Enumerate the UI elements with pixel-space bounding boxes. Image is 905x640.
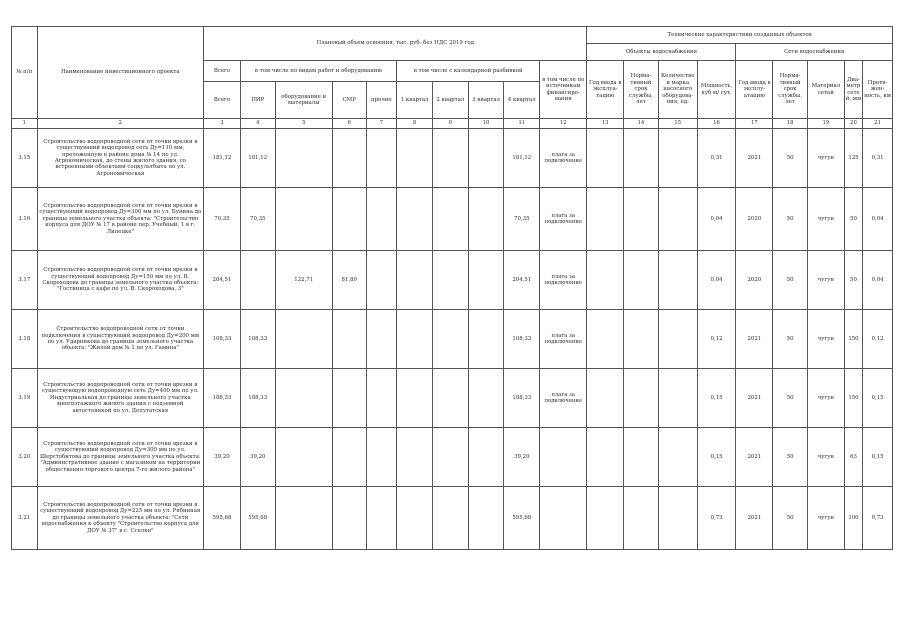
network-service-life: 50 (773, 129, 808, 188)
network-year: 2020 (736, 251, 773, 310)
q4-value: 204,51 (504, 251, 540, 310)
network-year: 2021 (736, 310, 773, 369)
network-year: 2021 (736, 129, 773, 188)
q1-value (397, 310, 433, 369)
network-material: чугун (807, 251, 844, 310)
object-pumps (658, 310, 697, 369)
q1-value (397, 129, 433, 188)
network-service-life: 50 (773, 428, 808, 487)
capacity-value: 0,04 (697, 188, 736, 251)
object-service-life (624, 188, 659, 251)
column-numbers-row (12, 119, 893, 129)
network-length: 0,15 (863, 369, 893, 428)
total-value: 188,33 (204, 369, 241, 428)
document-page (11, 26, 893, 550)
row-number: 3.20 (12, 428, 38, 487)
network-material: чугун (807, 188, 844, 251)
table-row (12, 188, 893, 251)
header-by-quarters: в том числе с календарной разбивкой (397, 61, 540, 82)
capacity-value: 0,12 (697, 310, 736, 369)
q3-value (468, 487, 504, 550)
equipment-value (275, 129, 332, 188)
object-year (587, 487, 624, 550)
object-service-life (624, 428, 659, 487)
smr-value (332, 310, 366, 369)
network-diameter: 63 (844, 428, 862, 487)
pir-value (240, 251, 275, 310)
network-service-life: 50 (773, 310, 808, 369)
row-number: 3.21 (12, 487, 38, 550)
column-number: 18 (773, 119, 808, 129)
capacity-value: 0,15 (697, 428, 736, 487)
total-value: 181,12 (204, 129, 241, 188)
header-net-material: Материал сетей (807, 61, 844, 119)
project-name: Строительство водопроводной сети от точки врезки в существующий водопровод сеть Ду=110 мм, проложенную в районе дома № 14 по ул. Агрономическая, до стены жилого здания, со встроенными объектами соцкультбыта по ул. Агрономическая (37, 129, 204, 188)
object-year (587, 428, 624, 487)
project-name: Строительство водопроводной сети от точки врезки в существующий водопровод Ду=225 мм по ул. Рябинная до границы земельного участка объекта: "Сети водоснабжения к объекту "Строительство корпуса для ДОУ № 37" в с. Сселки" (37, 487, 204, 550)
column-number: 7 (366, 119, 397, 129)
header-obj-pumps: Количество и марка насосного оборудова-ния, ед. (658, 61, 697, 119)
pir-value: 70,35 (240, 188, 275, 251)
other-value (366, 251, 397, 310)
header-total: Всего (204, 82, 241, 119)
q4-value: 181,12 (504, 129, 540, 188)
smr-value: 81,80 (332, 251, 366, 310)
object-service-life (624, 369, 659, 428)
q4-value: 39,20 (504, 428, 540, 487)
network-length: 0,73 (863, 487, 893, 550)
network-diameter: 50 (844, 188, 862, 251)
q2-value (432, 129, 468, 188)
q1-value (397, 428, 433, 487)
total-value: 108,33 (204, 310, 241, 369)
table-row (12, 251, 893, 310)
row-number: 3.16 (12, 188, 38, 251)
column-number: 3 (204, 119, 241, 129)
table-row (12, 428, 893, 487)
other-value (366, 369, 397, 428)
object-pumps (658, 251, 697, 310)
object-year (587, 251, 624, 310)
smr-value (332, 129, 366, 188)
object-pumps (658, 428, 697, 487)
network-service-life: 50 (773, 188, 808, 251)
network-diameter: 100 (844, 487, 862, 550)
pir-value: 188,33 (240, 369, 275, 428)
q2-value (432, 310, 468, 369)
object-year (587, 310, 624, 369)
object-pumps (658, 369, 697, 428)
funding-source: плата за подключение (540, 251, 587, 310)
equipment-value (275, 428, 332, 487)
column-number: 20 (844, 119, 862, 129)
other-value (366, 129, 397, 188)
pir-value: 181,12 (240, 129, 275, 188)
equipment-value (275, 369, 332, 428)
header-project-name: Наименование инвестиционного проекта (37, 27, 204, 119)
q1-value (397, 369, 433, 428)
q2-value (432, 487, 468, 550)
network-year: 2021 (736, 369, 773, 428)
network-material: чугун (807, 428, 844, 487)
q3-value (468, 129, 504, 188)
object-pumps (658, 129, 697, 188)
column-number: 5 (275, 119, 332, 129)
capacity-value: 0,15 (697, 369, 736, 428)
header-incl-sources: в том числе по источникам финансиро-вания (540, 61, 587, 119)
header-smr: СМР (332, 82, 366, 119)
equipment-value (275, 310, 332, 369)
q2-value (432, 369, 468, 428)
q4-value: 108,33 (504, 310, 540, 369)
equipment-value: 122,71 (275, 251, 332, 310)
column-number: 10 (468, 119, 504, 129)
q3-value (468, 251, 504, 310)
network-material: чугун (807, 369, 844, 428)
header-pir: ПИР (240, 82, 275, 119)
column-number: 6 (332, 119, 366, 129)
funding-source: плата за подключение (540, 369, 587, 428)
header-water-networks: Сети водоснабжения (736, 44, 893, 61)
object-year (587, 188, 624, 251)
column-number: 14 (624, 119, 659, 129)
network-service-life: 50 (773, 487, 808, 550)
project-name: Строительство водопроводной сети от точки врезки в существующий водопровод Ду=300 мм по ул. Шерстобитова до границы земельного участка объекта: "Административное здание с магазином на территории общественно-торгового центра 7-го жилого района" (37, 428, 204, 487)
column-number: 13 (587, 119, 624, 129)
header-net-service: Норма-тивный срок службы, лет (773, 61, 808, 119)
investment-table (11, 26, 893, 550)
q3-value (468, 428, 504, 487)
header-q4: 4 квартал (504, 82, 540, 119)
object-year (587, 369, 624, 428)
funding-source: плата за подключение (540, 129, 587, 188)
total-value: 595,68 (204, 487, 241, 550)
network-service-life: 50 (773, 369, 808, 428)
other-value (366, 188, 397, 251)
equipment-value (275, 188, 332, 251)
network-diameter: 150 (844, 310, 862, 369)
header-obj-capacity: Мощность, куб м/ сут. (697, 61, 736, 119)
funding-source (540, 487, 587, 550)
q3-value (468, 369, 504, 428)
header-by-work-types: в том числе по видам работ и оборудованию (240, 61, 396, 82)
q2-value (432, 188, 468, 251)
network-diameter: 125 (844, 129, 862, 188)
object-pumps (658, 188, 697, 251)
header-net-length: Протя-жен-ность, км (863, 61, 893, 119)
funding-source: плата за подключение (540, 310, 587, 369)
table-row (12, 487, 893, 550)
header-water-objects: Объекты водоснабжения (587, 44, 736, 61)
q3-value (468, 188, 504, 251)
q4-value: 595,68 (504, 487, 540, 550)
project-name: Строительство водопроводной сети от точки подключения в существующий водопровод Ду=200 мм по ул. Ударникова до границы земельного участка объекта: "Жилой дом № 1 по ул. Гамина" (37, 310, 204, 369)
object-service-life (624, 251, 659, 310)
capacity-value: 0,73 (697, 487, 736, 550)
network-length: 0,31 (863, 129, 893, 188)
header-q3: 3 квартал (468, 82, 504, 119)
smr-value (332, 369, 366, 428)
total-value: 204,51 (204, 251, 241, 310)
q2-value (432, 251, 468, 310)
column-number: 17 (736, 119, 773, 129)
other-value (366, 310, 397, 369)
capacity-value: 0,31 (697, 129, 736, 188)
header-obj-service: Норма-тивный срок службы, лет (624, 61, 659, 119)
network-material: чугун (807, 129, 844, 188)
header-net-year: Год ввода в эксплу-атацию (736, 61, 773, 119)
column-number: 8 (397, 119, 433, 129)
network-material: чугун (807, 310, 844, 369)
header-q2: 2 квартал (432, 82, 468, 119)
header-total-top: Всего (204, 61, 241, 82)
q1-value (397, 251, 433, 310)
funding-source (540, 428, 587, 487)
column-number: 16 (697, 119, 736, 129)
network-year: 2020 (736, 188, 773, 251)
row-number: 3.17 (12, 251, 38, 310)
network-service-life: 50 (773, 251, 808, 310)
funding-source: плата за подключение (540, 188, 587, 251)
table-row (12, 369, 893, 428)
network-length: 0,12 (863, 310, 893, 369)
network-material: чугун (807, 487, 844, 550)
header-other: прочие (366, 82, 397, 119)
header-tech-specs: Технические характеристики созданных объектов (587, 27, 893, 44)
table-row (12, 129, 893, 188)
column-number: 11 (504, 119, 540, 129)
total-value: 70,35 (204, 188, 241, 251)
smr-value (332, 188, 366, 251)
network-year: 2021 (736, 487, 773, 550)
network-year: 2021 (736, 428, 773, 487)
header-q1: 1 квартал (397, 82, 433, 119)
pir-value: 595,68 (240, 487, 275, 550)
column-number: 15 (658, 119, 697, 129)
header-equipment: оборудование и материалы (275, 82, 332, 119)
smr-value (332, 428, 366, 487)
smr-value (332, 487, 366, 550)
table-body (12, 129, 893, 550)
network-length: 0,04 (863, 251, 893, 310)
total-value: 39,20 (204, 428, 241, 487)
q3-value (468, 310, 504, 369)
header-num: № п/п (12, 27, 38, 119)
network-diameter: 150 (844, 369, 862, 428)
row-number: 3.18 (12, 310, 38, 369)
q4-value: 188,33 (504, 369, 540, 428)
object-service-life (624, 487, 659, 550)
header-net-diameter: Диа-метр сетей, мм (844, 61, 862, 119)
object-service-life (624, 129, 659, 188)
column-number: 1 (12, 119, 38, 129)
header-obj-year: Год ввода в эксплуа-тацию (587, 61, 624, 119)
object-pumps (658, 487, 697, 550)
column-number: 19 (807, 119, 844, 129)
capacity-value: 0,04 (697, 251, 736, 310)
other-value (366, 428, 397, 487)
project-name: Строительство водопроводной сети от точки врезки в существующую водопроводную сеть Ду=400 мм по ул. Индустриальная до границы земельного участка многоэтажного жилого здания с подземной автостоянкой по ул. Депутатская (37, 369, 204, 428)
column-number: 12 (540, 119, 587, 129)
q2-value (432, 428, 468, 487)
row-number: 3.15 (12, 129, 38, 188)
table-row (12, 310, 893, 369)
q1-value (397, 487, 433, 550)
object-year (587, 129, 624, 188)
column-number: 21 (863, 119, 893, 129)
network-length: 0,15 (863, 428, 893, 487)
pir-value: 39,20 (240, 428, 275, 487)
q4-value: 70,35 (504, 188, 540, 251)
network-diameter: 50 (844, 251, 862, 310)
column-number: 9 (432, 119, 468, 129)
row-number: 3.19 (12, 369, 38, 428)
other-value (366, 487, 397, 550)
object-service-life (624, 310, 659, 369)
network-length: 0,04 (863, 188, 893, 251)
project-name: Строительство водопроводной сети от точки врезки в существующий водопровод Ду=300 мм по ул. Бунина до границы земельного участка объекта: "Строительство корпуса для ДОУ № 17 в районе пер. Учебный, 1 в г. Липецке" (37, 188, 204, 251)
project-name: Строительство водопроводной сети от точки врезки в существующий водопровод Ду=150 мм по ул. В. Скороходова до границы земельного участка объекта: "Гостиница с кафе по ул. В. Скороходова, 3" (37, 251, 204, 310)
pir-value: 108,33 (240, 310, 275, 369)
q1-value (397, 188, 433, 251)
column-number: 4 (240, 119, 275, 129)
column-number: 2 (37, 119, 204, 129)
header-planned-volume: Плановый объем освоения, тыс. руб. без НДС 2019 год (204, 27, 587, 61)
equipment-value (275, 487, 332, 550)
